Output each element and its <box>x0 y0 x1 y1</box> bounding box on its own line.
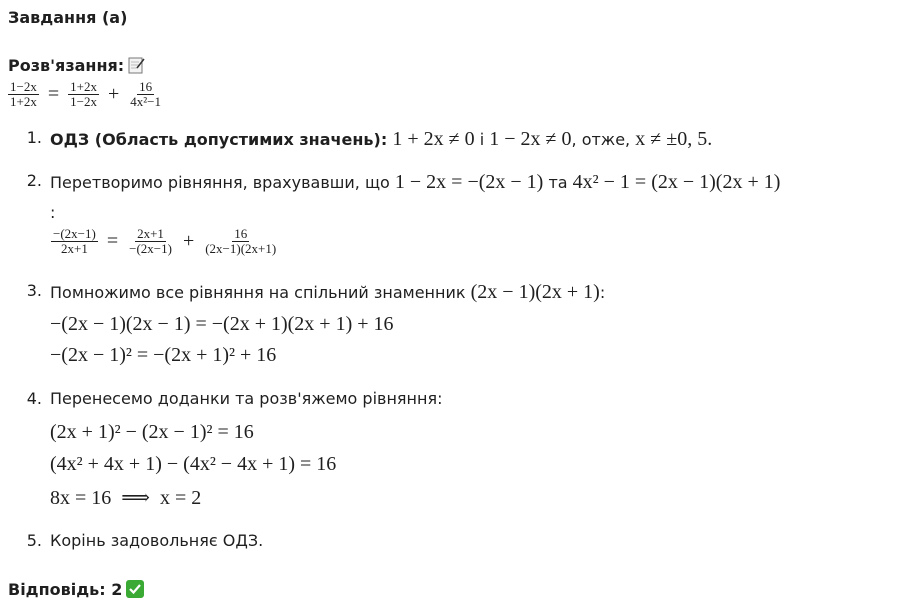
math-line: 8x = 16 ⟹ x = 2 <box>50 487 202 509</box>
equals: = <box>106 230 119 252</box>
transformed-equation <box>48 227 281 256</box>
odz-label: ОДЗ (Область допустимих значень): <box>50 130 388 149</box>
numerator: 1−2x <box>10 79 37 94</box>
answer-label: Відповідь: 2 <box>8 580 123 599</box>
plus: + <box>182 230 195 252</box>
plus: + <box>107 83 120 105</box>
step-number: 4. <box>26 389 42 408</box>
math-line: (4x² + 4x + 1) − (4x² − 4x + 1) = 16 <box>50 453 337 475</box>
math-line: (2x + 1)² − (2x − 1)² = 16 <box>50 421 254 443</box>
math: 4x² − 1 = (2x − 1)(2x + 1) <box>572 171 781 193</box>
task-title: Завдання (а) <box>8 8 128 27</box>
math: x ≠ ±0, 5. <box>635 128 713 150</box>
text: Перенесемо доданки та розв'яжемо рівняння: <box>50 389 443 408</box>
numerator: −(2x−1) <box>53 226 96 241</box>
text: : <box>599 283 606 302</box>
math: 1 − 2x = −(2x − 1) <box>394 171 544 193</box>
math-line: −(2x − 1)² = −(2x + 1)² + 16 <box>50 344 277 366</box>
original-equation <box>8 80 166 109</box>
denominator: 1+2x <box>10 94 37 109</box>
step-number: 1. <box>26 128 42 147</box>
text: Помножимо все рівняння на спільний знаменник <box>50 283 466 302</box>
text: Корінь задовольняє ОДЗ. <box>50 531 264 550</box>
numerator: 2x+1 <box>137 226 164 241</box>
math: (2x − 1)(2x + 1) <box>470 281 600 303</box>
math-line: −(2x − 1)(2x − 1) = −(2x + 1)(2x + 1) + 16 <box>50 313 394 335</box>
denominator: −(2x−1) <box>129 241 172 256</box>
colon: : <box>50 203 56 222</box>
text: Перетворимо рівняння, врахувавши, що <box>50 173 390 192</box>
equals: = <box>47 83 60 105</box>
answer <box>8 580 144 599</box>
step-number: 3. <box>26 281 42 300</box>
denominator: 2x+1 <box>60 241 88 256</box>
text: і <box>479 130 485 149</box>
denominator: 1−2x <box>70 94 97 109</box>
step-number: 5. <box>26 531 42 550</box>
numerator: 16 <box>139 79 153 94</box>
check-mark-icon <box>126 580 144 598</box>
denominator: (2x−1)(2x+1) <box>205 241 277 256</box>
text: , отже, <box>571 130 631 149</box>
math: 1 − 2x ≠ 0 <box>489 128 572 150</box>
math: 1 + 2x ≠ 0 <box>392 128 475 150</box>
solution-heading <box>8 56 146 75</box>
numerator: 16 <box>234 226 248 241</box>
step-number: 2. <box>26 171 42 190</box>
memo-icon <box>128 56 146 74</box>
solution-label: Розв'язання: <box>8 56 125 75</box>
text: та <box>548 173 568 192</box>
denominator: 4x²−1 <box>130 94 161 109</box>
numerator: 1+2x <box>70 79 97 94</box>
